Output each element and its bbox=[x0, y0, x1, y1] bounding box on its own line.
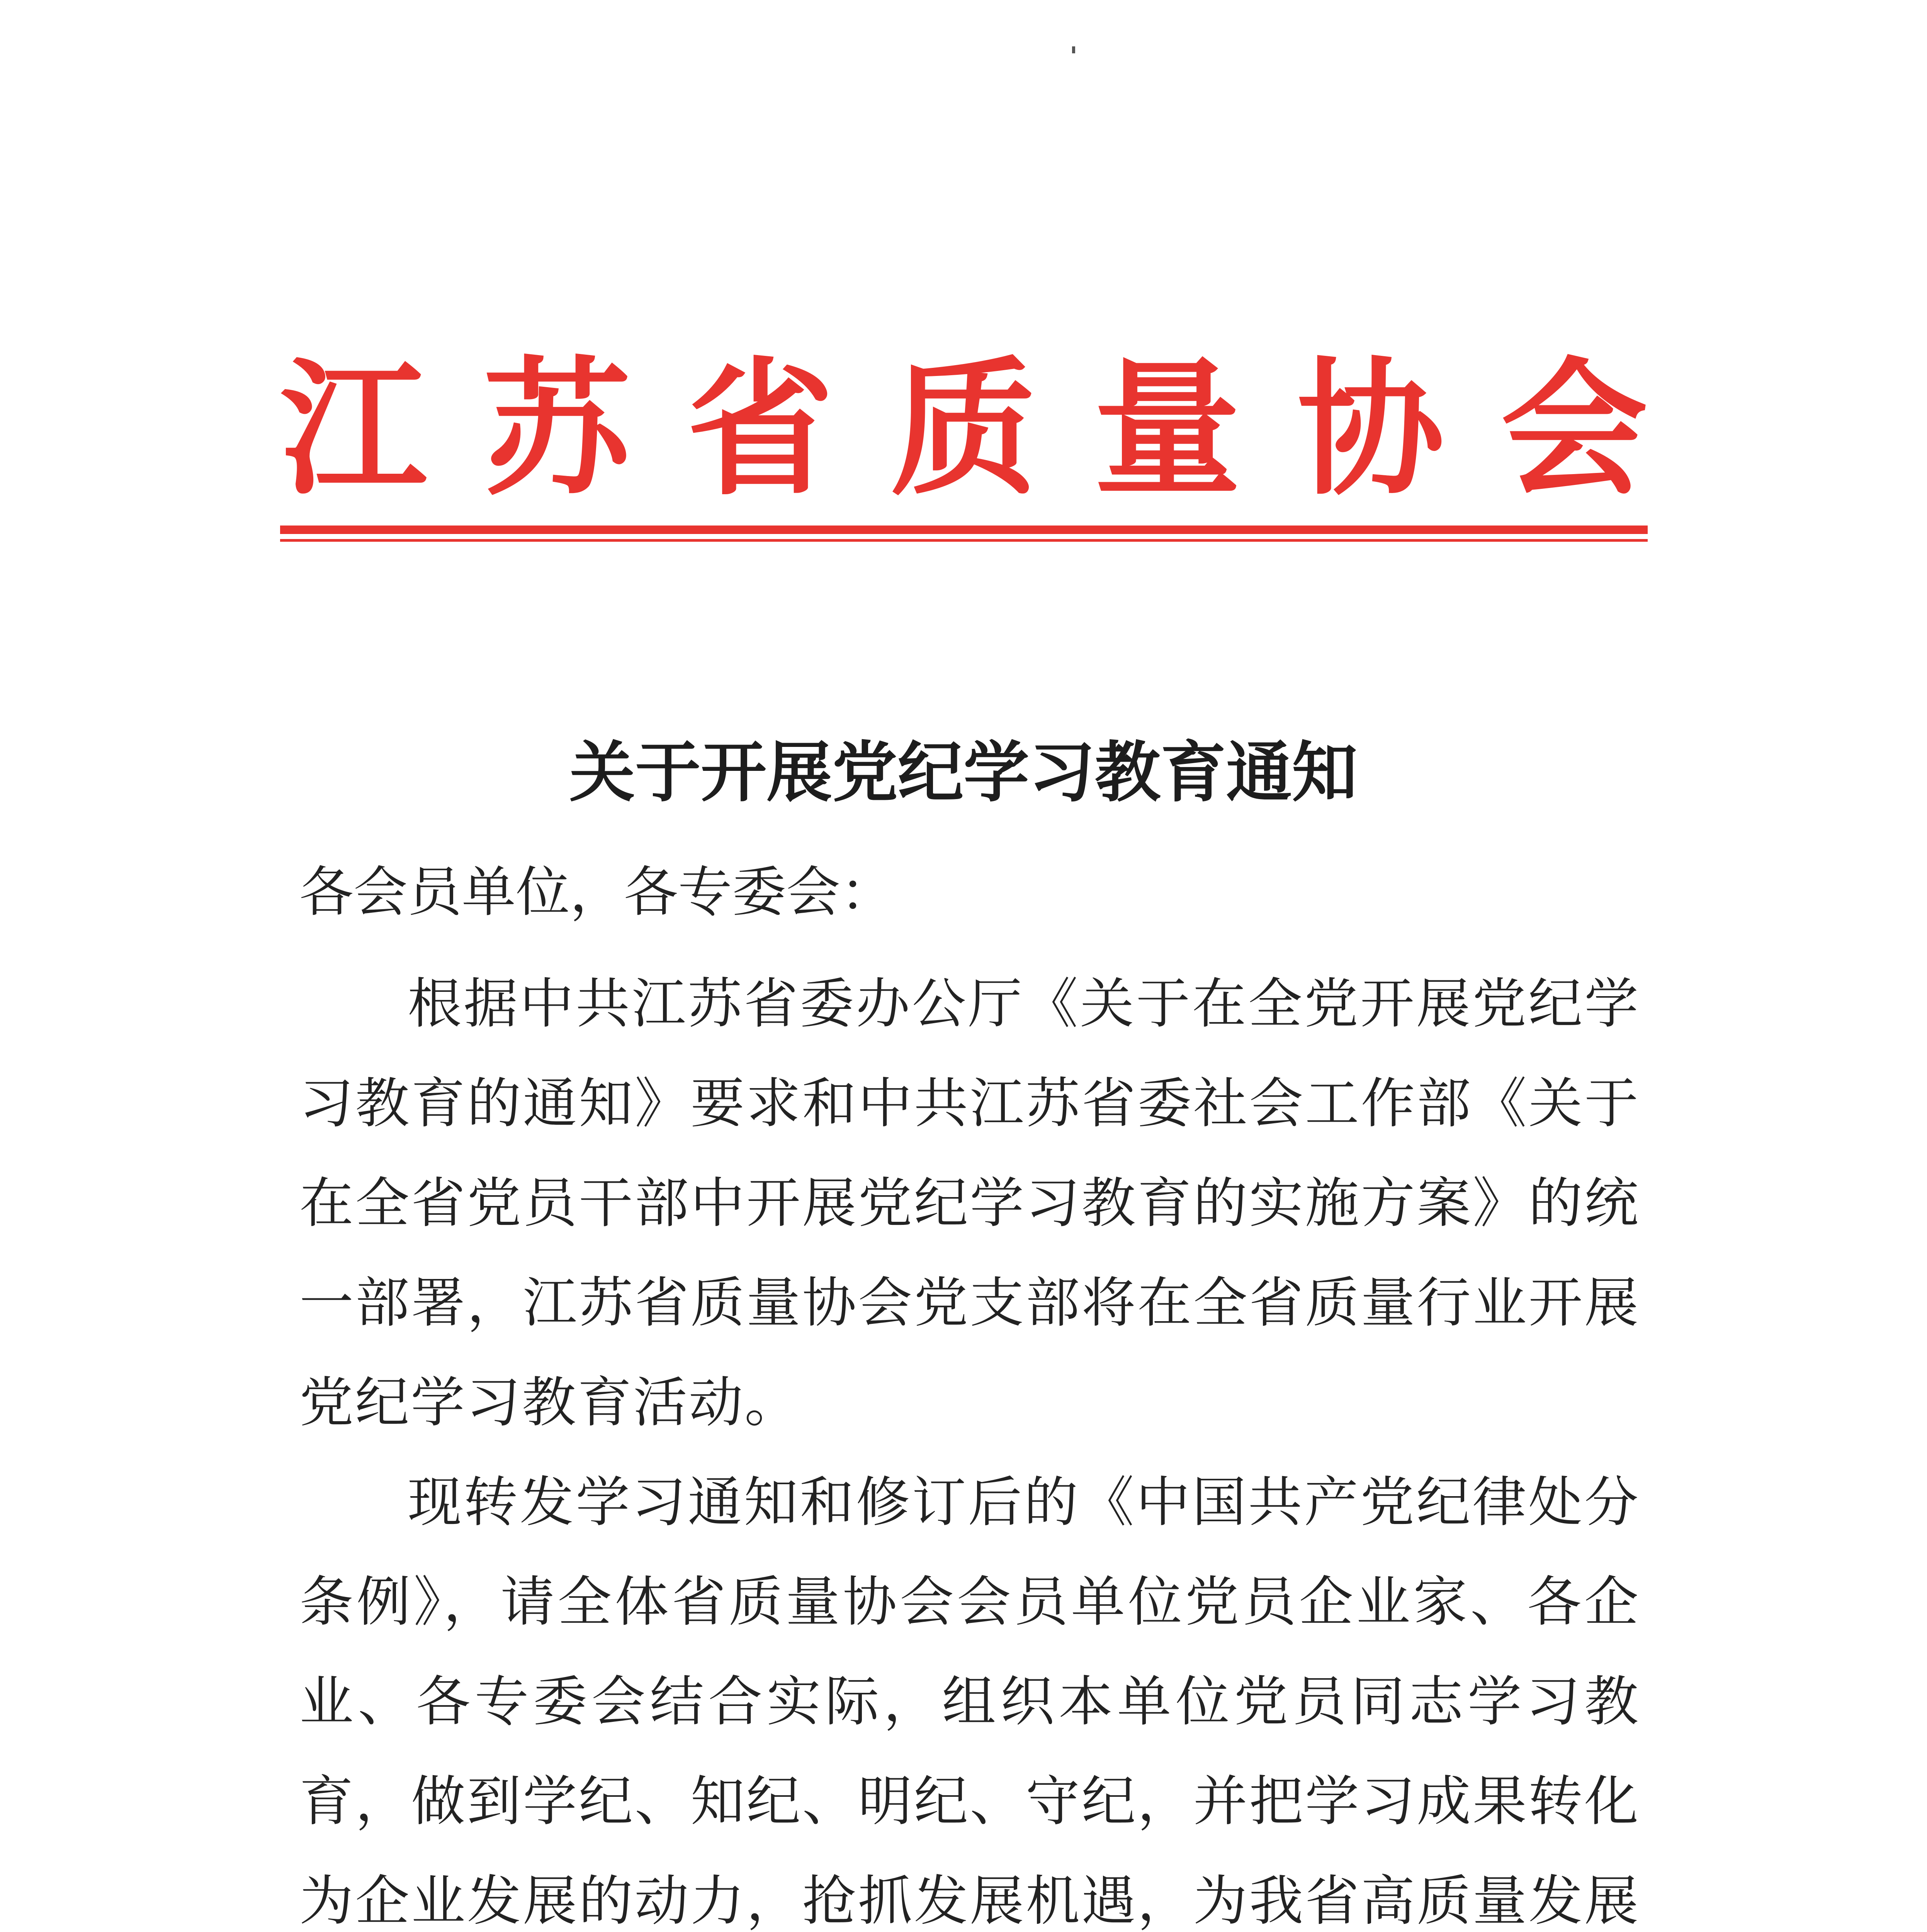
masthead-char: 协 bbox=[1297, 342, 1444, 515]
masthead-char: 会 bbox=[1500, 342, 1648, 515]
body-paragraph-1: 根据中共江苏省委办公厅《关于在全党开展党纪学习教育的通知》要求和中共江苏省委社会工作部《关于在全省党员干部中开展党纪学习教育的实施方案》的统一部署，江苏省质量协会党支部将在全省质量行业开展党纪学习教育活动。 bbox=[299, 973, 1640, 1434]
document-title: 关于开展党纪学习教育通知 bbox=[569, 735, 1358, 811]
salutation: 各会员单位，各专委会： bbox=[299, 861, 895, 924]
masthead-title bbox=[280, 342, 1648, 515]
masthead-divider-thin bbox=[280, 539, 1648, 542]
masthead-char: 质 bbox=[890, 342, 1037, 515]
masthead-char: 省 bbox=[687, 342, 834, 515]
masthead-char: 苏 bbox=[483, 342, 630, 515]
scan-speck bbox=[1072, 46, 1075, 53]
masthead-char: 量 bbox=[1094, 342, 1241, 515]
body-paragraph-2: 现转发学习通知和修订后的《中国共产党纪律处分条例》，请全体省质量协会会员单位党员企业家、各企业、各专委会结合实际，组织本单位党员同志学习教育，做到学纪、知纪、明纪、守纪，并把学习成果转化为企业发展的动力，抢抓发展机遇，为我省高质量发展 bbox=[299, 1471, 1640, 1932]
masthead-char: 江 bbox=[280, 342, 427, 515]
masthead-divider-thick bbox=[280, 526, 1648, 534]
